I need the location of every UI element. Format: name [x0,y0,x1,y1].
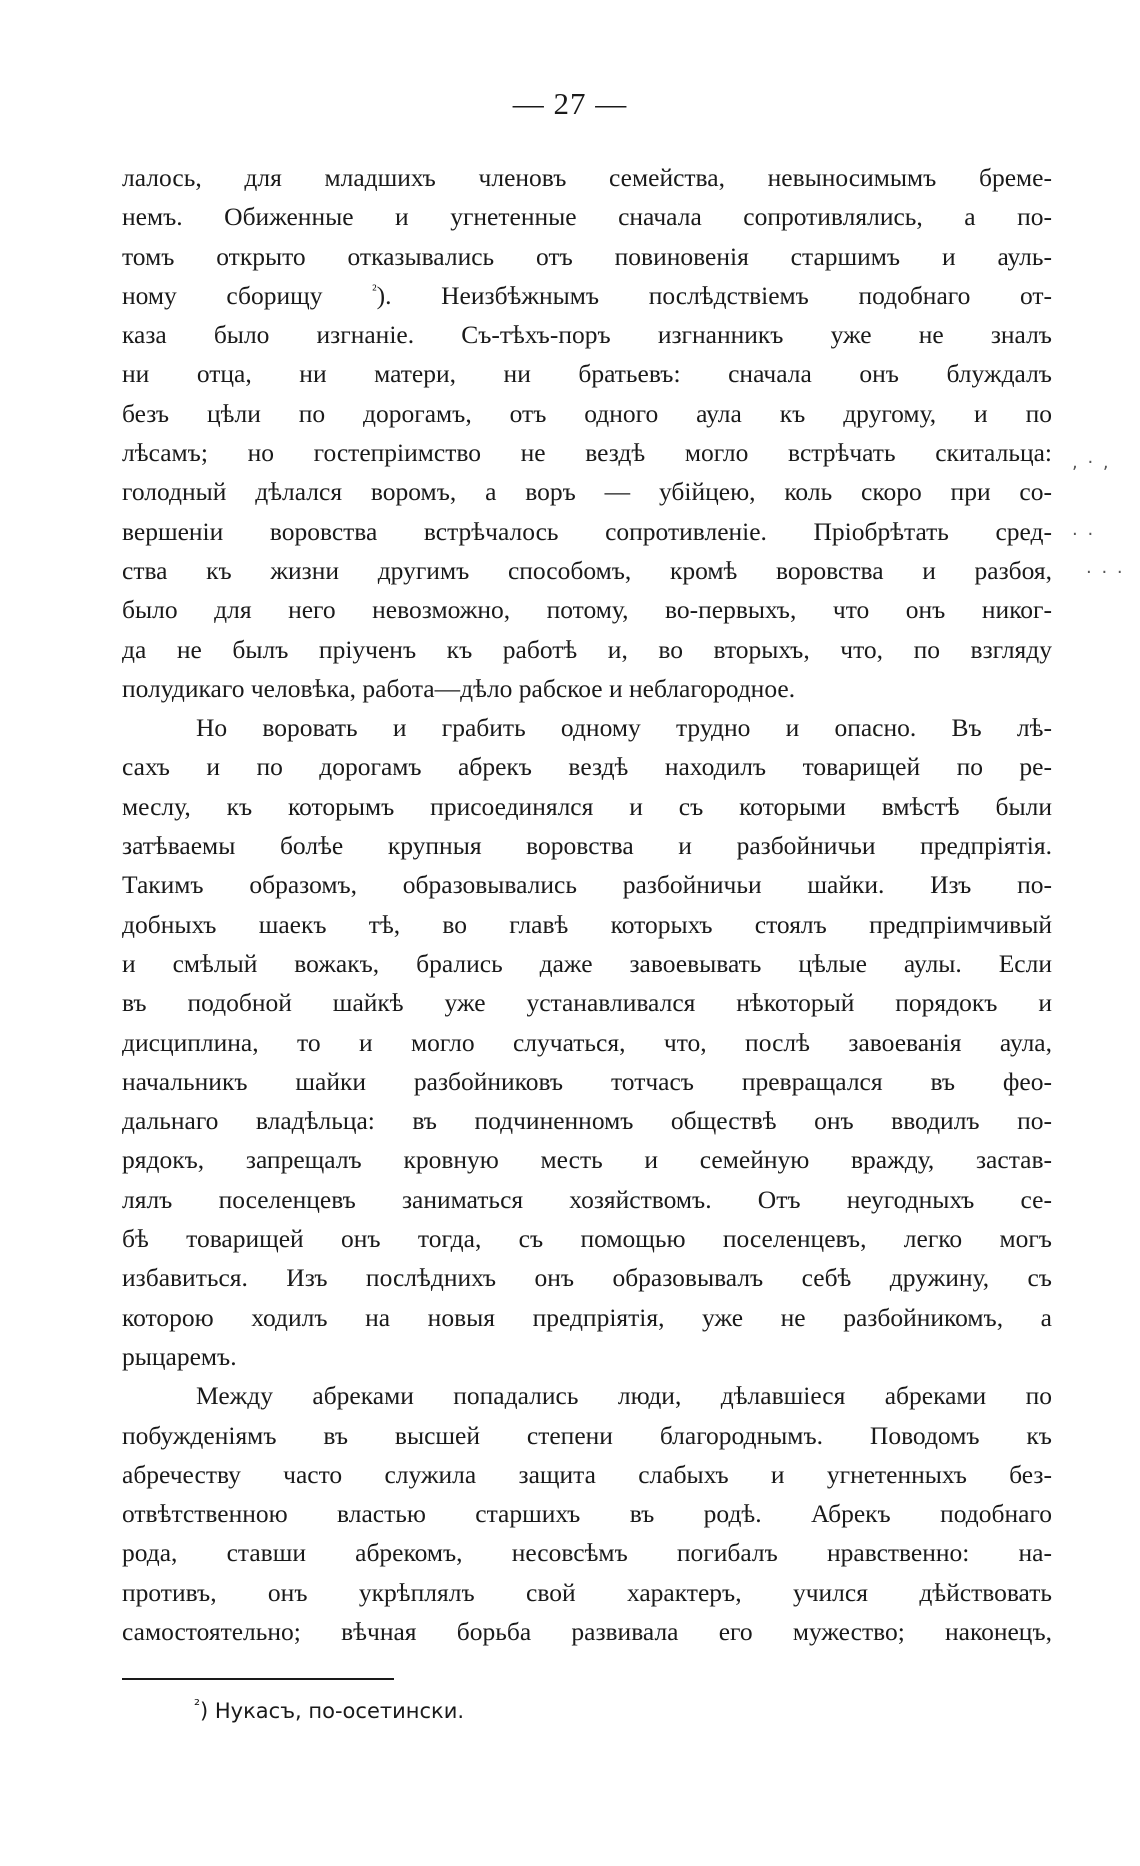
text-line: рыцаремъ. [122,1341,237,1371]
text-line: въ подобной шайкѣ уже устанавливался нѣкоторый порядокъ и [122,988,1052,1018]
text-line: и смѣлый вожакъ, брались даже завоевывать цѣлые аулы. Если [122,948,1052,978]
text-line: побужденіямъ въ высшей степени благороднымъ. Поводомъ къ [122,1420,1052,1450]
text-line [122,276,1052,315]
text-line: Между абреками попадались люди, дѣлавшіеся абреками по [196,1381,1052,1411]
text-line: голодный дѣлался воромъ, а воръ — убійцею, коль скоро при со- [122,477,1052,507]
text-line: противъ, онъ укрѣплялъ свой характеръ, учился дѣйствовать [122,1577,1052,1607]
text-line: отвѣтственною властью старшихъ въ родѣ. Абрекъ подобнаго [122,1499,1052,1529]
text-line: ни отца, ни матери, ни братьевъ: сначала онъ блуждалъ [122,359,1052,389]
text-line: да не былъ пріученъ къ работѣ и, во вторыхъ, что, по взгляду [122,634,1052,664]
text-line: вершеніи воровства встрѣчалось сопротивленіе. Пріобрѣтать сред- [122,516,1052,546]
text-line: каза было изгнаніе. Съ-тѣхъ-поръ изгнанникъ уже не зналъ [122,320,1052,350]
footnote-reference: ² [372,282,377,299]
text-line: меслу, къ которымъ присоединялся и съ которыми вмѣстѣ были [122,791,1052,821]
footnote-rule [122,1678,394,1680]
text-line: затѣваемы болѣе крупныя воровства и разбойничьи предпріятія. [122,831,1052,861]
margin-mark: · · · [1086,562,1125,583]
footnote [194,1696,464,1726]
text-line: Такимъ образомъ, образовывались разбойничьи шайки. Изъ по- [122,870,1052,900]
text-line: рода, ставши абрекомъ, несовсѣмъ погибалъ нравственно: на- [122,1538,1052,1568]
text-line: добныхъ шаекъ тѣ, во главѣ которыхъ стоялъ предпріимчивый [122,909,1052,939]
text-line: дисциплина, то и могло случаться, что, послѣ завоеванія аула, [122,1027,1052,1057]
text-line: томъ открыто отказывались отъ повиновенія старшимъ и ауль- [122,241,1052,271]
page-number: — 27 — [512,86,628,121]
footnote-text: ) Нукасъ, по-осетински. [200,1699,465,1723]
text-line: сахъ и по дорогамъ абрекъ вездѣ находилъ товарищей по ре- [122,752,1052,782]
text-line: избавиться. Изъ послѣднихъ онъ образовывалъ себѣ дружину, съ [122,1263,1052,1293]
text-line: лалось, для младшихъ членовъ семейства, невыносимымъ бреме- [122,163,1052,192]
margin-mark: , · , [1072,452,1111,473]
text-line: немъ. Обиженные и угнетенные сначала сопротивлялись, а по- [122,202,1052,232]
text-line: было для него невозможно, потому, во-первыхъ, что онъ никог- [122,595,1052,625]
footnote-marker: ² [194,1696,201,1714]
text-line: полудикаго человѣка, работа—дѣло рабское и неблагородное. [122,673,796,703]
text-line: рядокъ, запрещалъ кровную месть и семейную вражду, застав- [122,1145,1052,1175]
text-line-segment: ). Неизбѣжнымъ послѣдствіемъ подобнаго от- [376,280,1053,310]
text-line-segment: ному сборищу [122,280,373,310]
text-line: лѣсамъ; но гостепріимство не вездѣ могло встрѣчать скитальца: [122,438,1052,468]
text-line: лялъ поселенцевъ заниматься хозяйствомъ. Отъ неугодныхъ се- [122,1184,1052,1214]
text-line: самостоятельно; вѣчная борьба развивала его мужество; наконецъ, [122,1616,1052,1646]
text-line: бѣ товарищей онъ тогда, съ помощью поселенцевъ, легко могъ [122,1224,1052,1254]
text-line: безъ цѣли по дорогамъ, отъ одного аула къ другому, и по [122,398,1052,428]
body-text [122,158,1052,1651]
text-line: Но воровать и грабить одному трудно и опасно. Въ лѣ- [196,713,1052,743]
text-line: которою ходилъ на новыя предпріятія, уже не разбойникомъ, а [122,1302,1052,1332]
text-line: дальнаго владѣльца: въ подчиненномъ обществѣ онъ вводилъ по- [122,1106,1052,1136]
text-line: абречеству часто служила защита слабыхъ и угнетенныхъ без- [122,1459,1052,1489]
text-line: ства къ жизни другимъ способомъ, кромѣ воровства и разбоя, [122,555,1052,585]
margin-mark: · · [1072,524,1096,545]
text-line: начальникъ шайки разбойниковъ тотчасъ превращался въ фео- [122,1066,1052,1096]
